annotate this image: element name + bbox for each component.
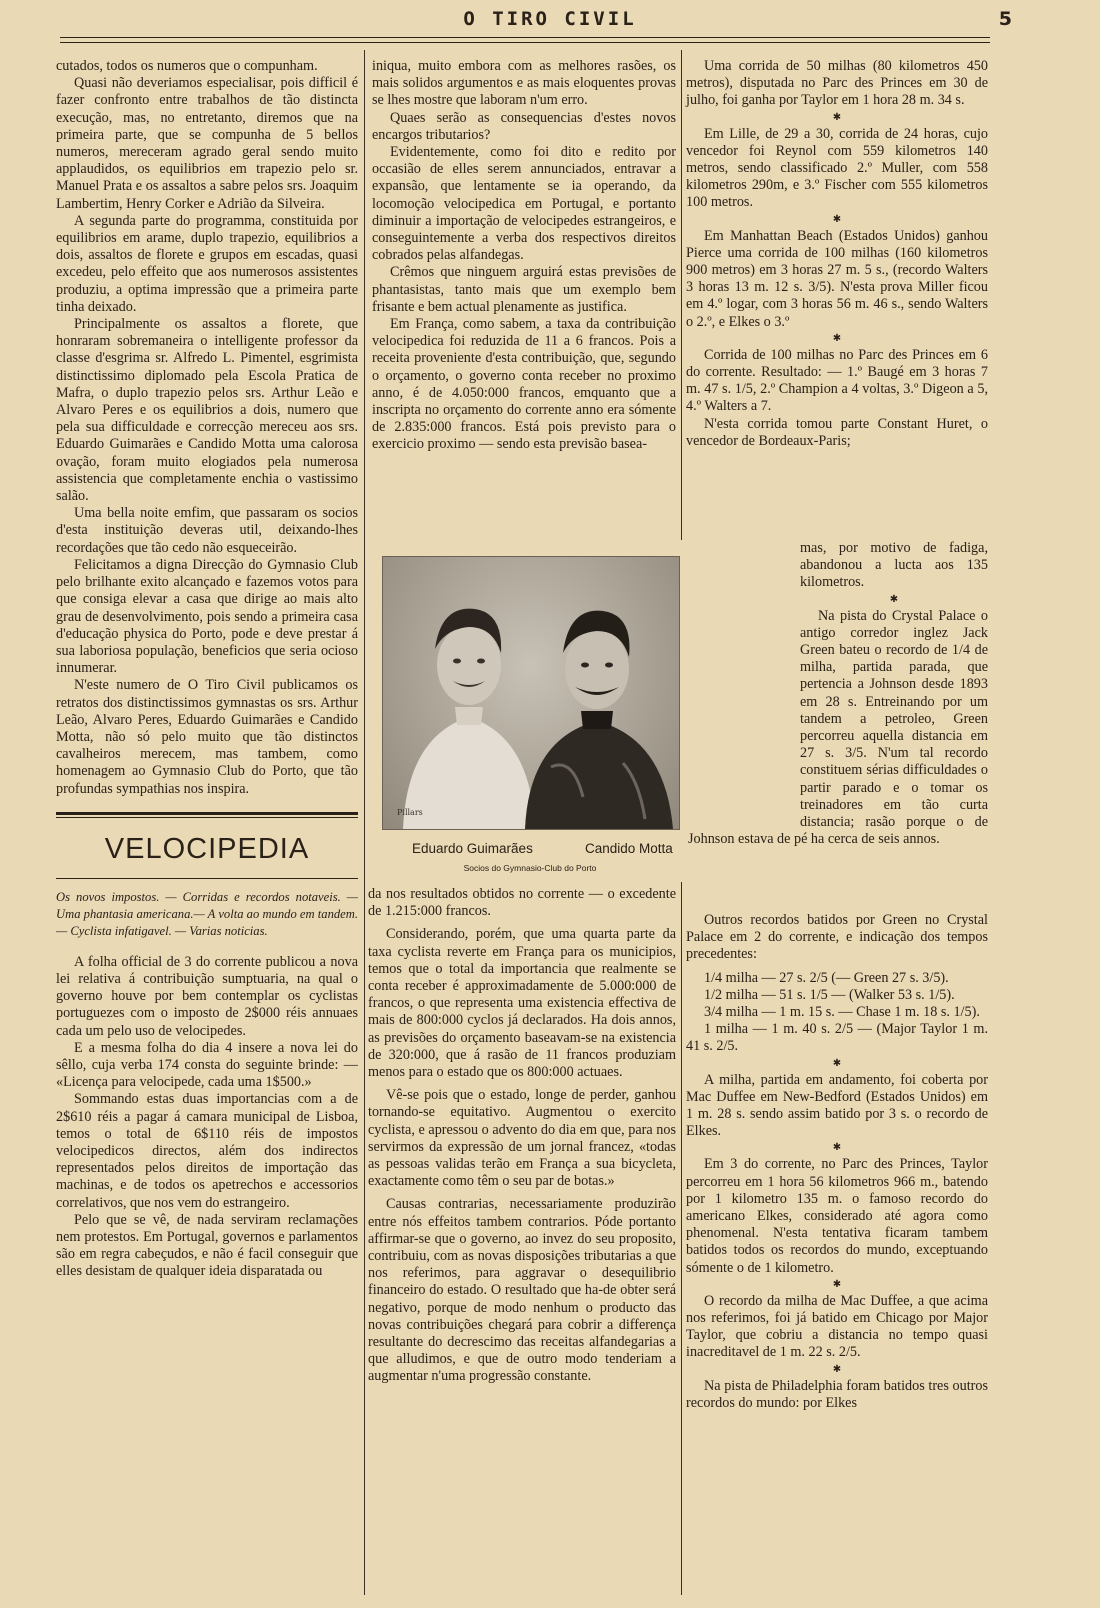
paragraph: A folha official de 3 do corrente publicou a nova lei relativa á contribuição sumptuaria, na qual o governo houve por bem contemplar os cyclistas portuguezes com o imposto de 2$000 réis annuaes cada um pelo uso de velocipedes. [56, 953, 358, 1039]
paragraph: Vê-se pois que o estado, longe de perder, ganhou tornando-se equitativo. Augmentou o exercito cyclista, e apressou o advento do dia em que, para nos servirmos da expressão de um jornal francez, «todas as pessoas validas terão em França a sua bicycleta, exactamente como têm o seu par de botas.» [368, 1087, 676, 1190]
paragraph: Outros recordos batidos por Green no Crystal Palace em 2 do corrente, e indicação dos tempos precedentes: [686, 912, 988, 963]
paragraph: Em Lille, de 29 a 30, corrida de 24 horas, cujo vencedor foi Reynol com 559 kilometros 140 metros, sendo classificado 2.º Muller, com 558 kilometros 290m, e 3.º Fischer com 555 kilometros 100 metros. [686, 125, 988, 211]
paragraph: Crêmos que ninguem arguirá estas previsões de phantasistas, tanto mais que um exemplo bem frisante e bem actual plenamente as justifica. [372, 264, 676, 315]
column-3-top [686, 58, 988, 450]
paragraph: Uma corrida de 50 milhas (80 kilometros 450 metros), disputada no Parc des Princes em 30 de julho, foi ganha por Taylor em 1 hora 28 m. 34 s. [686, 58, 988, 109]
asterisk-separator: ✱ [832, 111, 842, 123]
top-rule-thin [60, 42, 990, 43]
paragraph: Uma bella noite emfim, que passaram os socios d'esta instituição deveras util, deixando-lhes recordações que tão cedo não esqueceirão. [56, 505, 358, 556]
paragraph: Em 3 do corrente, no Parc des Princes, Taylor percorreu em 1 hora 56 kilometros 966 m., batendo por 1 kilometro 135 m. o famoso recordo do americano Elkes, considerado até agora como phenomenal. N'esta tentativa ficaram tambem batidos todos os recordos do mundo, exceptuando sómente o de 1 kilometro. [686, 1156, 988, 1276]
photo-block [376, 550, 684, 876]
asterisk-separator: ✱ [832, 1278, 842, 1290]
column-divider-1 [364, 50, 365, 1595]
paragraph: Em Manhattan Beach (Estados Unidos) ganhou Pierce uma corrida de 100 milhas (160 kilometros 900 metros) em 3 horas 27 m. 5 s., (recordo Walters 3 horas 13 m. 12 s. 3/5). N'esta prova Miller ficou em 4.º logar, com 3 horas 56 m. 46 s., sendo Walters o 2.º, e Elkes o 3.º [686, 227, 988, 330]
paragraph: Sommando estas duas importancias com a de 2$610 réis a pagar á camara municipal de Lisboa, temos o total de 6$110 réis de impostos velocipedicos directos, além dos indirectos representados pelos direitos de importação das machinas, e de todos os apetrechos e accessorios correlativos, que nos vem do estrangeiro. [56, 1091, 358, 1211]
column-3-wrap [688, 540, 988, 848]
asterisk-separator: ✱ [832, 1142, 842, 1154]
caption-right: Candido Motta [585, 841, 673, 856]
paragraph: iniqua, muito embora com as melhores rasões, os mais solidos argumentos e as mais eloquentes provas se lhes mostre que laboram n'um erro. [372, 58, 676, 109]
column-3-bottom [686, 912, 988, 1412]
paragraph: N'esta corrida tomou parte Constant Huret, o vencedor de Bordeaux-Paris; [686, 415, 988, 449]
column-divider-2-bottom [681, 882, 682, 1595]
column-2-bottom [368, 886, 676, 1386]
paragraph: Em França, como sabem, a taxa da contribuição velocipedica foi reduzida de 11 a 6 francos. Pois a receita proveniente d'esta contribuição, que, segundo o orçamento, o governo conta receber no proximo anno, é de 4.050:000 francos, emquanto que a inscripta no orçamento do corrente anno era sómente de 2.835:000 francos. Está pois previsto para o exercicio proximo — sendo esta previsão basea- [372, 316, 676, 453]
page-number: 5 [998, 8, 1012, 30]
photo-wrap-space [688, 540, 800, 824]
paragraph: Quasi não deveriamos especialisar, pois difficil é fazer confronto entre trabalhos de tão distincta execução, mas, no entretanto, diremos que na primeira parte, que se compunha de 5 bellos numeros, mereceram agrado geral sendo muito applaudidos, os equilibrios em trapezio pelo sr. Manuel Prata e os assaltos a sabre pelos srs. Joaquim Lambertim, Henry Corker e Adrião da Silveira. [56, 75, 358, 212]
paragraph: Pelo que se vê, de nada serviram reclamações nem protestos. Em Portugal, governos e parlamentos são em regra cabeçudos, e não é facil conseguir que elles desistam de qualquer ideia disparatada ou [56, 1211, 358, 1280]
paragraph: cutados, todos os numeros que o compunham. [56, 58, 318, 74]
paragraph: Felicitamos a digna Direcção do Gymnasio Club pelo brilhante exito alcançado e fazemos votos para que consiga elevar a casa que dirige ao mais alto grau de desenvolvimento, pois sendo a primeira casa d'educação physica do Porto, pode e deve prestar á sua laboriosa população, beneficios que seria ocioso innumerar. [56, 556, 358, 677]
section-title: VELOCIPEDIA [104, 832, 310, 865]
masthead [0, 8, 1100, 38]
column-2-top [372, 58, 676, 454]
paragraph: A milha, partida em andamento, foi coberta por Mac Duffee em New-Bedford (Estados Unidos) em 1 m. 28 s. sendo assim batido por 3 s. o recordo de Elkes. [686, 1071, 988, 1140]
record-line: 3/4 milha — 1 m. 15 s. — Chase 1 m. 18 s. 1/5). [704, 1004, 980, 1021]
paragraph: O recordo da milha de Mac Duffee, a que acima nos referimos, foi já batido em Chicago por Major Taylor, que cobriu a distancia no tempo quasi inacreditavel de 1 m. 22 s. 2/5. [686, 1292, 988, 1361]
paragraph: Considerando, porém, que uma quarta parte da taxa cyclista reverte em França para os municipios, temos que o total da importancia que realmente se conta receber é approximadamente de 5.000:000 de francos, o que representa uma existencia effectiva de mais de 800:000 cyclos já declarados. Ha dois annos, as previsões do orçamento baseavam-se na existencia de 320:000, que á rasão de 11 francos produziam menos para o estado que os 800:000 actuaes. [368, 926, 676, 1081]
paragraph: Quaes serão as consequencias d'estes novos encargos tributarios? [372, 109, 676, 143]
section-rule [56, 812, 358, 815]
paragraph: Na pista do Crystal Palace o antigo corredor inglez Jack Green bateu o recordo de 1/4 de milha, partida parada, que pertencia a Johnson desde 1893 em 28 s. Entreinando por um tandem a petroleo, Green percorreu aquella distancia em 27 s. 3/5. N'um tal recordo constituem sérias difficuldades o partir parado e o tomar os treinadores em tão curta distancia; rasão porque o de Johnson estava de pé ha cerca de seis annos. [688, 607, 988, 848]
asterisk-separator: ✱ [832, 332, 842, 344]
record-line: 1/2 milha — 51 s. 1/5 — (Walker 53 s. 1/5). [704, 986, 955, 1003]
section-summary: Os novos impostos. — Corridas e recordos notaveis. — Uma phantasia americana.— A volta ao mundo em tandem. — Cyclista infatigavel. — Varias noticias. [56, 889, 358, 938]
paragraph: N'este numero de O Tiro Civil publicamos os retratos dos distinctissimos gymnastas os srs. Arthur Leão, Alvaro Peres, Eduardo Guimarães e Candido Motta, não só pelo muito que tão distinctos cavalheiros merecem, mas tambem, como homenagem ao Gymnasio Club do Porto, que tão profundas sympathias nos inspira. [56, 677, 358, 797]
record-line: 1/4 milha — 27 s. 2/5 (— Green 27 s. 3/5). [704, 969, 949, 986]
paragraph: Causas contrarias, necessariamente produzirão entre nós effeitos tambem contrarios. Póde portanto affirmar-se que o governo, ao invez do seu proposito, contribuiu, com as novas disposições tributarias a que nos referimos, para aggravar o desequilibrio financeiro do estado. O resultado que ha-de obter será negativo, porque de modo nenhum o producto das novas contribuições chegará para cobrir a differença resultante do decrescimo das receitas alfandegarias a que alludimos, e que de outro modo tenderiam a augmentar n'uma progressão constante. [368, 1196, 676, 1385]
paragraph: Na pista de Philadelphia foram batidos tres outros recordos do mundo: por Elkes [686, 1377, 988, 1411]
caption-left: Eduardo Guimarães [412, 841, 533, 856]
column-divider-2-top [681, 50, 682, 540]
photo-caption-sub: Socios do Gymnasio-Club do Porto [463, 863, 597, 873]
asterisk-separator: ✱ [889, 593, 899, 605]
asterisk-separator: ✱ [832, 213, 842, 225]
top-rule-thick [60, 37, 990, 38]
record-line: 1 milha — 1 m. 40 s. 2/5 — (Major Taylor 1 m. 41 s. 2/5. [686, 1021, 988, 1055]
column-1 [56, 58, 358, 1281]
portrait-photo [382, 556, 680, 830]
paragraph: mas, por motivo de fadiga, abandonou a lucta aos 135 kilometros. [800, 540, 988, 591]
asterisk-separator: ✱ [832, 1363, 842, 1375]
asterisk-separator: ✱ [832, 1057, 842, 1069]
section-rule [56, 817, 358, 818]
running-title: O TIRO CIVIL [463, 8, 637, 30]
paragraph: da nos resultados obtidos no corrente — o excedente de 1.215:000 francos. [368, 886, 676, 920]
photographer-signature: Pillars [397, 808, 423, 817]
paragraph: E a mesma folha do dia 4 insere a nova lei do sêllo, cuja verba 174 consta do seguinte brinde: — «Licença para velocipede, cada uma 1$500.» [56, 1039, 358, 1091]
paragraph: Corrida de 100 milhas no Parc des Princes em 6 do corrente. Resultado: — 1.º Baugé em 3 horas 7 m. 47 s. 1/5, 2.º Champion a 4 voltas, 3.º Digeon a 5, 4.º Walters a 7. [686, 346, 988, 415]
paragraph: A segunda parte do programma, constituida por equilibrios em arame, duplo trapezio, equilibrios a dois, assaltos de florete e grupos em escadas, quasi excedeu, pelo effeito que aos numerosos assistentes produziu, a optima impressão que a primeira parte tinha deixado. [56, 212, 358, 315]
paragraph: Evidentemente, como foi dito e redito por occasião de elles serem annunciados, entravar a expansão, que lentamente se ia operando, da locomoção velocipedica em Portugal, e portanto diminuir a importação de velocipedes estrangeiros, e conseguintemente a verba dos respectivos direitos cobrados pelas alfandegas. [372, 144, 676, 264]
paragraph: Principalmente os assaltos a florete, que honraram sobremaneira o intelligente professor da classe d'esgrima sr. Alfredo L. Pimentel, esgrimista distinctissimo diplomado pela Escola Pratica de Mafra, o duplo trapezio pelos srs. Arthur Leão e Alvaro Peres e os equilibrios a dois, numero que pela sua difficuldade e correcção mereceu aos srs. Eduardo Guimarães e Candido Motta uma calorosa ovação, foram muito elogiados pela numerosa assistencia que completamente enchia o vastissimo salão. [56, 316, 358, 505]
portrait-illustration [383, 557, 679, 829]
section-rule [56, 878, 358, 879]
